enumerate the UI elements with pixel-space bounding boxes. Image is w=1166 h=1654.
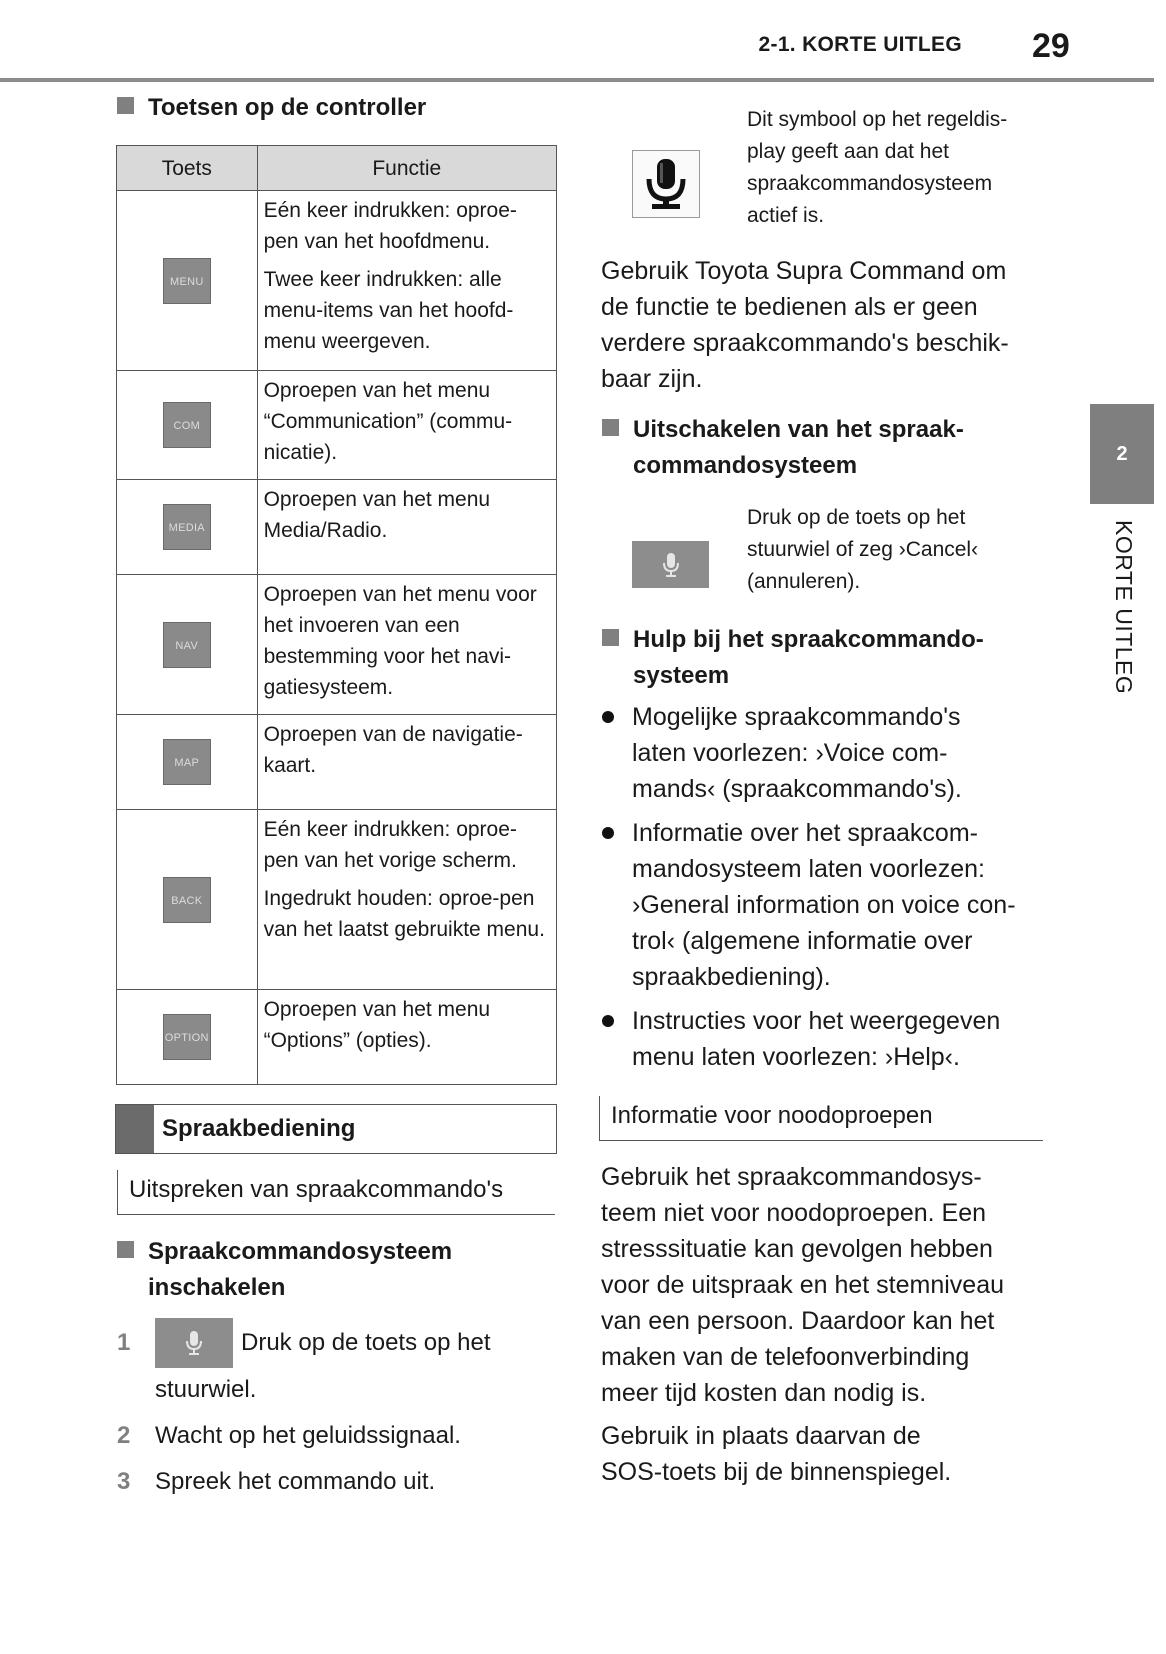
symbol-description — [747, 104, 1007, 232]
section-header: 2-1. KORTE UITLEG — [758, 33, 962, 56]
option-button-icon: OPTION — [163, 1014, 211, 1060]
help-bullet-list — [596, 699, 1056, 1083]
function-text: Oproepen van het menu Media/Radio. — [263, 488, 491, 542]
voice-heading — [115, 1104, 557, 1154]
text-line: Druk op de toets op het — [747, 506, 966, 529]
square-bullet-icon — [602, 419, 619, 436]
text-line: play geeft aan dat het — [747, 140, 949, 163]
bullet-dot-icon — [602, 1015, 614, 1027]
chapter-tab — [1090, 404, 1154, 504]
command-paragraph — [601, 253, 1009, 397]
text-line: meer tijd kosten dan nodig is. — [601, 1379, 927, 1407]
bullet-dot-icon — [602, 827, 614, 839]
table-header-row — [117, 146, 557, 191]
text-line: ›General information on voice con- — [632, 891, 1016, 919]
mic-button-icon — [155, 1318, 233, 1368]
text-line: van een persoon. Daardoor kan het — [601, 1307, 995, 1335]
table-row — [117, 480, 557, 575]
list-item — [596, 1003, 1056, 1075]
disable-title-line: Uitschakelen van het spraak- — [633, 416, 964, 443]
text-line: Gebruik in plaats daarvan de — [601, 1422, 921, 1450]
step-number: 2 — [117, 1422, 131, 1449]
function-text: Twee keer indrukken: alle menu-items van het hoofd-menu weergeven. — [263, 268, 514, 353]
function-text: Ingedrukt houden: oproe-pen van het laatst gebruikte menu. — [263, 887, 545, 941]
controller-title — [117, 94, 426, 122]
disable-title — [602, 412, 964, 484]
table-row — [117, 715, 557, 810]
list-item — [596, 815, 1056, 995]
enable-title-line: Spraakcommandosysteem — [148, 1238, 453, 1265]
text-line: de functie te bedienen als er geen — [601, 293, 978, 321]
function-text: Oproepen van het menu “Communication” (commu-nicatie). — [263, 379, 513, 464]
page-number: 29 — [1032, 27, 1070, 65]
table-row — [117, 371, 557, 480]
text-line: Informatie over het spraakcom- — [632, 819, 978, 847]
controller-title-text: Toetsen op de controller — [148, 94, 427, 121]
sos-paragraph — [601, 1418, 951, 1490]
square-bullet-icon — [602, 629, 619, 646]
chapter-label — [1090, 520, 1154, 720]
cancel-description — [747, 502, 978, 598]
step-item — [117, 1318, 491, 1368]
text-line: spraakbediening). — [632, 963, 831, 991]
chapter-label-text: KORTE UITLEG — [1111, 520, 1137, 695]
column-header-key: Toets — [117, 146, 258, 191]
voice-heading-text: Spraakbediening — [162, 1115, 356, 1142]
square-bullet-icon — [117, 97, 134, 114]
com-button-icon: COM — [163, 402, 211, 448]
text-line: actief is. — [747, 204, 825, 227]
text-line: Instructies voor het weergegeven — [632, 1007, 1001, 1035]
function-text: Eén keer indrukken: oproe-pen van het hoofdmenu. — [263, 199, 517, 253]
step-item — [117, 1464, 491, 1500]
enable-title-line: inschakelen — [148, 1274, 286, 1301]
menu-button-icon: MENU — [163, 258, 211, 304]
text-line: Gebruik Toyota Supra Command om — [601, 257, 1007, 285]
text-line: verdere spraakcommando's beschik- — [601, 329, 1009, 357]
square-bullet-icon — [117, 1241, 134, 1258]
voice-subheading: Uitspreken van spraakcommando's — [117, 1170, 555, 1215]
function-text: Oproepen van het menu voor het invoeren van een bestemming voor het navi-gatiesysteem. — [263, 583, 537, 699]
map-button-icon: MAP — [163, 739, 211, 785]
step-number: 3 — [117, 1468, 131, 1495]
help-title — [602, 622, 984, 694]
help-title-line: Hulp bij het spraakcommando- — [633, 626, 984, 653]
text-line: Mogelijke spraakcommando's — [632, 703, 961, 731]
table-row — [117, 990, 557, 1085]
function-text: Oproepen van het menu “Options” (opties). — [263, 998, 491, 1052]
emergency-paragraph — [601, 1159, 1004, 1411]
text-line: menu laten voorlezen: ›Help‹. — [632, 1043, 960, 1071]
table-row — [117, 810, 557, 990]
step-text-continued: stuurwiel. — [155, 1376, 257, 1403]
step-text: Spreek het commando uit. — [155, 1468, 436, 1495]
bullet-dot-icon — [602, 711, 614, 723]
column-header-function: Functie — [257, 146, 556, 191]
function-text: Eén keer indrukken: oproe-pen van het vorige scherm. — [263, 818, 517, 872]
back-button-icon: BACK — [163, 877, 211, 923]
text-line: baar zijn. — [601, 365, 703, 393]
text-line: voor de uitspraak en het stemniveau — [601, 1271, 1005, 1299]
function-text: Oproepen van de navigatie-kaart. — [263, 723, 523, 777]
text-line: mandosysteem laten voorlezen: — [632, 855, 985, 883]
text-line: stuurwiel of zeg ›Cancel‹ — [747, 538, 979, 561]
header-divider — [0, 78, 1154, 82]
enable-title — [117, 1234, 452, 1306]
disable-title-line: commandosysteem — [633, 452, 858, 479]
text-line: mands‹ (spraakcommando's). — [632, 775, 962, 803]
step-text: Druk op de toets op het — [241, 1329, 491, 1356]
list-item — [596, 699, 1056, 807]
chapter-number: 2 — [1116, 442, 1128, 465]
step-text: Wacht op het geluidssignaal. — [155, 1422, 461, 1449]
step-item — [117, 1418, 491, 1454]
text-line: Gebruik het spraakcommandosys- — [601, 1163, 982, 1191]
nav-button-icon: NAV — [163, 622, 211, 668]
table-row — [117, 575, 557, 715]
text-line: stresssituatie kan gevolgen hebben — [601, 1235, 993, 1263]
emergency-heading: Informatie voor noodoproepen — [599, 1096, 1043, 1141]
text-line: (annuleren). — [747, 570, 861, 593]
text-line: spraakcommandosysteem — [747, 172, 993, 195]
mic-button-icon — [632, 541, 709, 588]
text-line: teem niet voor noodoproepen. Een — [601, 1199, 986, 1227]
text-line: trol‹ (algemene informatie over — [632, 927, 973, 955]
heading-marker — [116, 1105, 154, 1153]
step-number: 1 — [117, 1329, 131, 1356]
text-line: maken van de telefoonverbinding — [601, 1343, 970, 1371]
help-title-line: systeem — [633, 662, 730, 689]
media-button-icon: MEDIA — [163, 504, 211, 550]
table-row — [117, 191, 557, 371]
voice-active-icon — [632, 150, 700, 218]
steps-list — [117, 1318, 491, 1500]
text-line: laten voorlezen: ›Voice com- — [632, 739, 948, 767]
text-line: SOS-toets bij de binnenspiegel. — [601, 1458, 952, 1486]
text-line: Dit symbool op het regeldis- — [747, 108, 1008, 131]
controller-table — [116, 145, 557, 1085]
